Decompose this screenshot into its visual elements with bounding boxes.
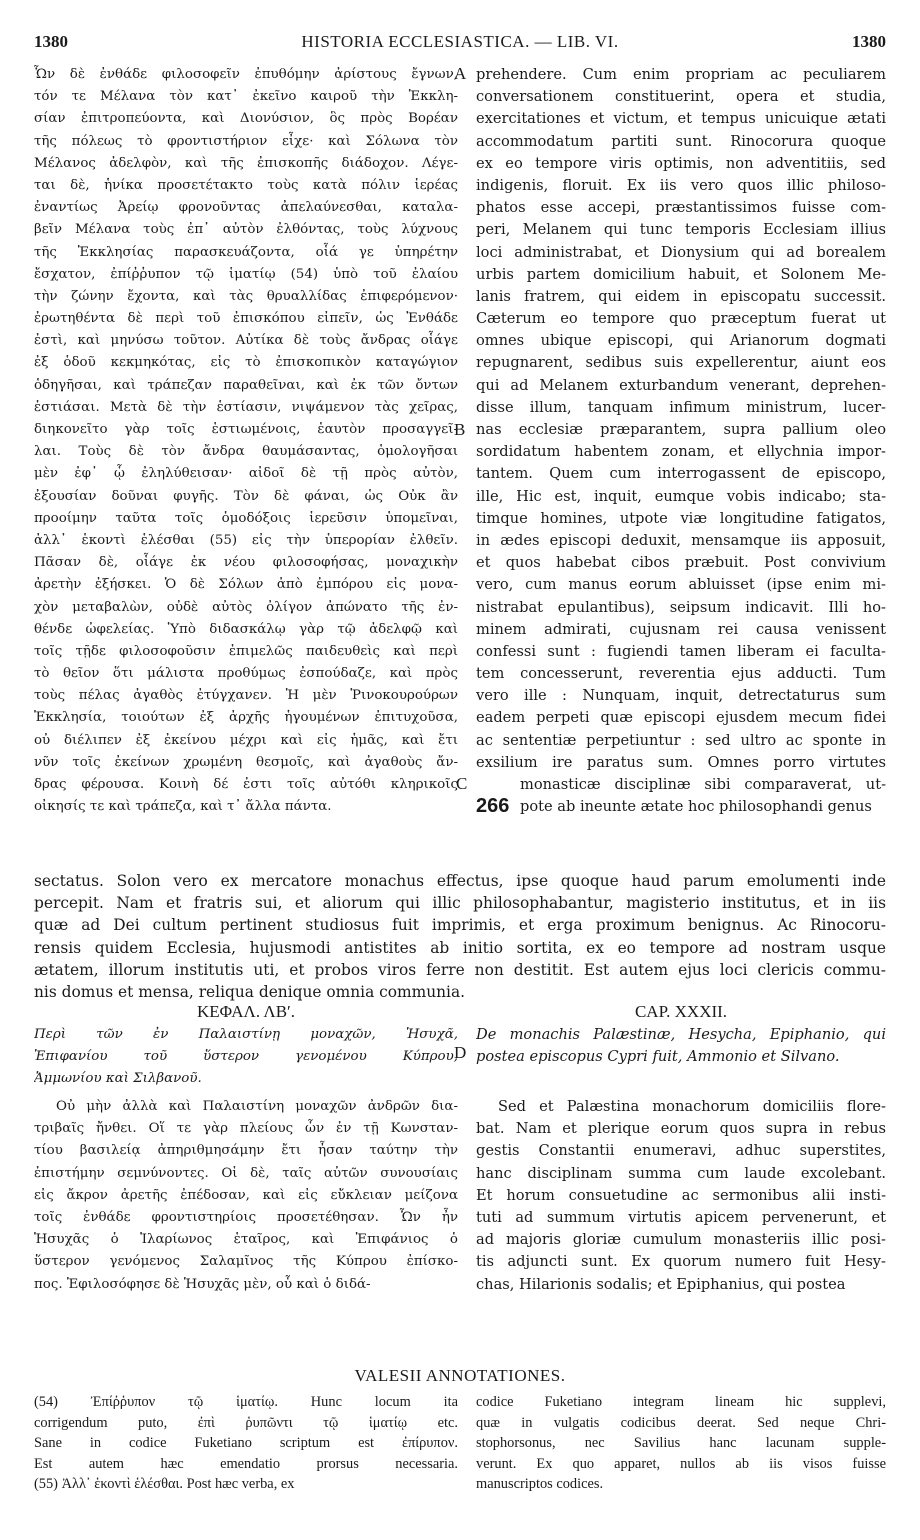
- text-line: prehendere. Cum enim propriam ac peculiarem: [476, 66, 886, 83]
- text-line: Et horum consuetudine ac sermonibus alii insti-: [476, 1186, 886, 1204]
- text-line: vero ille : Nunquam, inquit, detrectaturus sum: [476, 687, 886, 705]
- text-line: σίαν ἐπιτροπεύοντα, καὶ Διονύσιον, ὃς πρὸς Βορέαν: [34, 111, 458, 127]
- text-line: ille, Hic est, inquit, eumque vobis indicabo; sta-: [476, 487, 886, 505]
- page-number-left: 1380: [34, 32, 68, 51]
- text-line: nis domus et mensa, reliqua denique omnia communia.: [34, 982, 466, 1001]
- text-line: (54) Ἐπίῤῥυπον τῷ ἱματίῳ. Hunc locum ita: [34, 1394, 458, 1410]
- text-line: λαι. Τοὺς δὲ τὸν ἄνδρα θαυμάσαντας, ὁμολογῆσαι: [34, 444, 458, 460]
- text-line: percepit. Nam et fratris sui, et aliorum qui illic philosophabantur, magisterio institutus, et in iis: [34, 894, 886, 913]
- text-line: exsilium ire paratus sum. Omnes porro virtutes: [476, 753, 886, 771]
- section-number: 266: [476, 795, 510, 817]
- text-line: πος. Ἐφιλοσόφησε δὲ Ἡσυχᾶς μὲν, οὗ καὶ ὁ διδά-: [34, 1276, 371, 1292]
- text-line: tuti ad summum virtutis apicem pervenerunt, et: [476, 1208, 886, 1226]
- text-line: Μέλανος ἀδελφὸν, καὶ τῆς ἐπισκοπῆς διάδοχον. Λέγε-: [34, 155, 458, 171]
- text-line: Ἐπιφανίου τοῦ ὕστερον γενομένου Κύπρου,: [34, 1049, 458, 1065]
- text-line: τοῖς ἐνθάδε φροντιστηρίοις προσετέθησαν. Ὧν ἦν: [34, 1209, 458, 1225]
- text-line: ὁδηγῆσαι, καὶ τράπεζαν παραθεῖναι, καὶ ἐκ τῶν ὄντων: [34, 377, 458, 393]
- text-line: ἐξ ὁδοῦ κεκμηκότας, εἰς τὸ ἐπισκοπικὸν καταγώγιον: [34, 355, 458, 371]
- text-line: qui ad Melanem exturbandum venerant, deprehen-: [476, 376, 886, 394]
- text-line: rensis quidem Ecclesia, hujusmodi antistites ab initio sortita, ex eo tempore ad nostram usque: [34, 938, 886, 957]
- chapter-heading-latin: CAP. XXXII.: [634, 1002, 728, 1021]
- text-line: minem admirati, cujusnam rei causa venissent: [476, 620, 886, 638]
- text-line: lanis fratrem, qui eidem in episcopatu successit.: [476, 287, 886, 305]
- text-line: postea episcopus Cypri fuit, Ammonio et Silvano.: [476, 1048, 840, 1066]
- text-line: ad majoris gloriæ cumulum monasteriis illic posi-: [476, 1231, 886, 1249]
- text-line: Οὐ μὴν ἀλλὰ καὶ Παλαιστίνη μοναχῶν ἀνδρῶν δια-: [56, 1099, 458, 1114]
- text-line: τριβαῖς ἤνθει. Οἵ τε γὰρ πλείους ὧν ἐν τῇ Κωνσταν-: [34, 1121, 458, 1137]
- text-line: chas, Hilarionis sodalis; et Epiphanius, qui postea: [476, 1275, 846, 1293]
- latin-column-top: [476, 64, 886, 818]
- text-line: τὸ θεῖον ὅτι μάλιστα προθύμως ἐσπούδαζε, καὶ πρὸς: [34, 666, 458, 682]
- text-line: manuscriptos codices.: [476, 1476, 604, 1492]
- text-line: χὸν μεταβαλὼν, οὐδὲ αὐτὸς ὀλίγον ἀπώνατο τῆς ἐν-: [34, 599, 458, 615]
- text-line: τοῖς τῇδε φιλοσοφοῦσιν ἐπιμελῶς παιδευθεὶς καὶ περὶ: [34, 643, 458, 659]
- text-line: Περὶ τῶν ἐν Παλαιστίνῃ μοναχῶν, Ἡσυχᾶ,: [34, 1027, 458, 1042]
- text-line: verunt. Ex quo apparet, nullos ab iis visos fuisse: [476, 1455, 886, 1472]
- text-line: θένδε ὠφελείας. Ὑπὸ διδασκάλῳ γὰρ τῷ ἀδελφῷ καὶ: [34, 621, 458, 637]
- text-line: urbis partem domicilium habuit, et Solonem Me-: [476, 265, 886, 283]
- text-line: loci administrabat, et Dionysium qui ad borealem: [476, 243, 886, 261]
- greek-column-bottom: [34, 1096, 458, 1296]
- text-line: ἐστὶ, καὶ μηνύσω τοῦτον. Αὐτίκα δὲ τοὺς ἄνδρας οἷάγε: [34, 333, 458, 349]
- text-line: ἔσχατον, ἐπίῤῥυπον τῷ ἱματίῳ (54) ὑπὸ τοῦ ἐλαίου: [34, 266, 458, 282]
- text-line: phatos esse accepi, præstantissimos fuisse com-: [476, 199, 886, 217]
- text-line: vero, cum manus eorum abluisset (ipse enim mi-: [476, 576, 886, 594]
- text-line: τὴν ζώνην ἔχοντα, καὶ τὰς θρυαλλίδας ἐπιφερόμενον·: [34, 288, 458, 304]
- text-line: Ἀμμωνίου καὶ Σιλβανοῦ.: [34, 1071, 202, 1087]
- annotations-right: [476, 1392, 886, 1495]
- running-title: HISTORIA ECCLESIASTICA. — LIB. VI.: [301, 32, 619, 51]
- margin-letter-a: A: [454, 64, 467, 83]
- text-line: ætatem, illorum institutis uti, et probos viros ferre non destitit. Est autem ejus loci clericis commu-: [34, 960, 886, 979]
- text-line: timque homines, utpote viæ longitudine fatigatos,: [476, 509, 886, 527]
- text-line: Est autem hæc emendatio prorsus necessaria.: [34, 1455, 458, 1472]
- text-line: pote ab ineunte ætate hoc philosophandi genus: [520, 798, 872, 816]
- text-line: peri, Melanem qui tunc temporis Ecclesiam illius: [476, 221, 886, 239]
- text-line: sectatus. Solon vero ex mercatore monachus effectus, ipse quoque haud parum emolumenti inde: [34, 872, 886, 890]
- text-line: monasticæ disciplinæ sibi comparaverat, ut-: [520, 776, 886, 793]
- text-line: Ἐκκλησία, τοιούτων ἐξ ἀρχῆς ἡγουμένων ἐπιτυχοῦσα,: [34, 710, 458, 726]
- text-line: codice Fuketiano integram lineam hic supplevi,: [476, 1394, 886, 1410]
- chapter-heading-greek: ΚΕΦΑΛ. ΛΒʹ.: [196, 1002, 296, 1021]
- text-line: nistrabat epulantibus), seipsum indicavit. Illi ho-: [476, 598, 886, 616]
- text-line: ex eo tempore viris optimis, non adventitiis, sed: [476, 154, 886, 172]
- text-line: δρας φέρουσα. Κοινὴ δέ ἐστι τοῖς αὐτόθι κληρικοῖς: [34, 777, 458, 792]
- margin-letter-b: B: [454, 420, 466, 439]
- text-line: τόν τε Μέλανα τὸν κατ᾽ ἐκεῖνο καιροῦ τὴν Ἐκκλη-: [34, 89, 458, 105]
- text-line: τίου βασιλείᾳ ἀπηριθμησάμην ἔτι ἦσαν ταύτην τὴν: [34, 1143, 458, 1159]
- text-line: et quos habebat cibos præbuit. Post convivium: [476, 554, 886, 572]
- text-line: hanc disciplinam summa cum laude excolebant.: [476, 1164, 886, 1182]
- text-line: νῦν τοῖς ἐκείνων χρωμένη θεσμοῖς, καὶ ἀγαθοὺς ἄν-: [34, 754, 458, 770]
- text-line: corrigendum puto, ἐπὶ ῥυπῶντι τῷ ἱματίῳ etc.: [34, 1414, 458, 1431]
- text-line: indigenis, floruit. Ex iis vero quos illic philoso-: [476, 176, 886, 194]
- text-line: exercitationes et victum, et tempus unicuique ætati: [476, 110, 886, 128]
- text-line: sordidatum habentem zonam, et ellychnia impor-: [476, 443, 886, 461]
- text-line: τῆς πόλεως τὸ φροντιστήριον εἶχε· καὶ Σόλωνα τὸν: [34, 133, 458, 149]
- text-line: bat. Nam et plerique eorum quos supra in rebus: [476, 1120, 886, 1138]
- running-header: [34, 32, 886, 58]
- text-line: προοίμην ταῦτα τοῖς ὁμοδόξοις ἱερεῦσιν ὑπομεῖναι,: [34, 510, 458, 526]
- text-line: ται δὲ, ἡνίκα προσετέτακτο τοὺς κατὰ πόλιν ἱερέας: [34, 177, 458, 193]
- text-line: ὕστερον γενόμενος Σαλαμῖνος τῆς Κύπρου ἐπίσκο-: [34, 1254, 458, 1270]
- greek-column-top: [34, 64, 458, 818]
- text-line: τῆς Ἐκκλησίας παρασκευάζοντα, οἷά γε ὑπηρέτην: [34, 244, 458, 260]
- text-line: ἐξουσίαν δοῦναι φυγῆς. Τὸν δὲ φάναι, ὡς Οὐκ ἂν: [34, 488, 458, 504]
- text-line: Sed et Palæstina monachorum domiciliis flore-: [498, 1098, 886, 1115]
- page-number-right: 1380: [852, 32, 886, 51]
- text-line: βεῖν Μέλανα τοὺς ἐπ᾽ αὐτὸν ἐλθόντας, τοὺς λύχνους: [34, 222, 458, 238]
- text-line: quæ ad Dei cultum pertinent studiosus fuit imprimis, et erga proximum benignus. Ac Rinocoru-: [34, 916, 886, 935]
- text-line: omnes ubique episcopi, qui Arianorum dogmati: [476, 332, 886, 350]
- chapter-summary-greek: [34, 1024, 458, 1091]
- text-line: Sane in codice Fuketiano scriptum est ἐπίρυπον.: [34, 1435, 458, 1451]
- text-line: conversationem constituerint, opera et studia,: [476, 88, 886, 106]
- text-line: διηκονεῖτο γὰρ τοῖς ἑστιωμένοις, ἑαυτὸν προσαγγεῖ-: [34, 422, 458, 437]
- text-line: quæ in vulgatis codicibus deerat. Sed neque Chri-: [476, 1414, 886, 1431]
- text-line: ἐρωτηθέντα δὲ περὶ τοῦ ἐπισκόπου εἰπεῖν, ὡς Ἐνθάδε: [34, 311, 458, 327]
- text-line: μὲν ἐφ᾽ ᾧ ἐληλύθεισαν· αἰδοῖ δὲ τῇ πρὸς αὐτὸν,: [34, 466, 458, 482]
- text-line: gestis Constantii enumeravi, adhuc superstites,: [476, 1142, 886, 1160]
- full-width-text: [34, 870, 886, 1003]
- text-line: Cæterum eo tempore quo præceptum fuerat ut: [476, 310, 886, 328]
- text-line: confessi sunt : fugiendi tamen liberam ei faculta-: [476, 642, 886, 660]
- text-line: tem concesserunt, reverentia ejus adducti. Tum: [476, 665, 886, 683]
- text-line: Ἡσυχᾶς ὁ Ἱλαρίωνος ἑταῖρος, καὶ Ἐπιφάνιος ὁ: [34, 1232, 458, 1248]
- text-line: εἰς ἄκρον ἀρετῆς ἐπέδοσαν, καὶ εἰς εὔκλειαν μείζονα: [34, 1187, 458, 1203]
- text-line: accommodatum partiti sunt. Rinocorura quoque: [476, 132, 886, 150]
- text-line: tantem. Quem cum interrogassent de episcopo,: [476, 465, 886, 483]
- latin-column-bottom: [476, 1096, 886, 1296]
- text-line: repugnarent, sedibus suis expellerentur, aiunt eos: [476, 354, 886, 372]
- margin-letter-d: D: [454, 1043, 467, 1062]
- text-line: tis adjuncti sunt. Ex quorum numero fuit Hesy-: [476, 1253, 886, 1271]
- annotations-left: [34, 1392, 458, 1495]
- text-line: nas ecclesiæ præparantem, supra pallium oleo: [476, 421, 886, 438]
- text-line: Πᾶσαν δὲ, οἷάγε ἐκ νέου φιλοσοφήσας, μοναχικὴν: [34, 555, 458, 571]
- text-line: οἰκησίς τε καὶ τράπεζα, καὶ τ᾽ ἄλλα πάντα.: [34, 799, 332, 815]
- text-line: οὐ διέλιπεν ἐξ ἐκείνου μέχρι καὶ εἰς ἡμᾶς, καὶ ἔτι: [34, 732, 458, 748]
- text-line: stophorsonus, nec Savilius hanc lacunam supple-: [476, 1435, 886, 1451]
- text-line: De monachis Palæstinæ, Hesycha, Epiphanio, qui: [476, 1026, 886, 1043]
- text-line: Ὧν δὲ ἐνθάδε φιλοσοφεῖν ἐπυθόμην ἀρίστους ἔγνων,: [34, 67, 458, 82]
- text-line: ἐπιστήμην σεμνύνοντες. Οἱ δὲ, ταῖς αὐτῶν συνουσίαις: [34, 1165, 458, 1181]
- text-line: in ædes episcopi deduxit, mensamque iis apposuit,: [476, 531, 886, 549]
- text-line: τοὺς πέλας ἀγαθὸς ἐτύγχανεν. Ἡ μὲν Ῥινοκουρούρων: [34, 688, 458, 704]
- text-line: ἑστιάσαι. Μετὰ δὲ τὴν ἑστίασιν, νιψάμενον τὰς χεῖρας,: [34, 399, 458, 415]
- text-line: ac sententiæ perpetiuntur : sed ultro ac sponte in: [476, 731, 886, 749]
- chapter-summary-latin: [476, 1024, 886, 1068]
- text-line: ἐναντίως Ἀρείῳ φρονοῦντας ἀπελαύνεσθαι, καταλα-: [34, 200, 458, 216]
- annotations-title: VALESII ANNOTATIONES.: [354, 1366, 566, 1385]
- margin-letter-c: C: [456, 774, 468, 793]
- text-line: ἀρετὴν ἐξήσκει. Ὁ δὲ Σόλων ἀπὸ ἐμπόρου εἰς μονα-: [34, 577, 458, 593]
- text-line: eadem perpeti quæ episcopi ejusdem mecum fidei: [476, 709, 886, 727]
- text-line: ἀλλ᾽ ἑκοντὶ ἑλέσθαι (55) εἰς τὴν ὑπερορίαν ἐλθεῖν.: [34, 532, 458, 548]
- text-line: (55) Ἀλλ᾽ ἑκοντὶ ἑλέσθαι. Post hæc verba, ex: [34, 1476, 295, 1492]
- text-line: disse illum, tanquam infimum ministrum, lucer-: [476, 398, 886, 416]
